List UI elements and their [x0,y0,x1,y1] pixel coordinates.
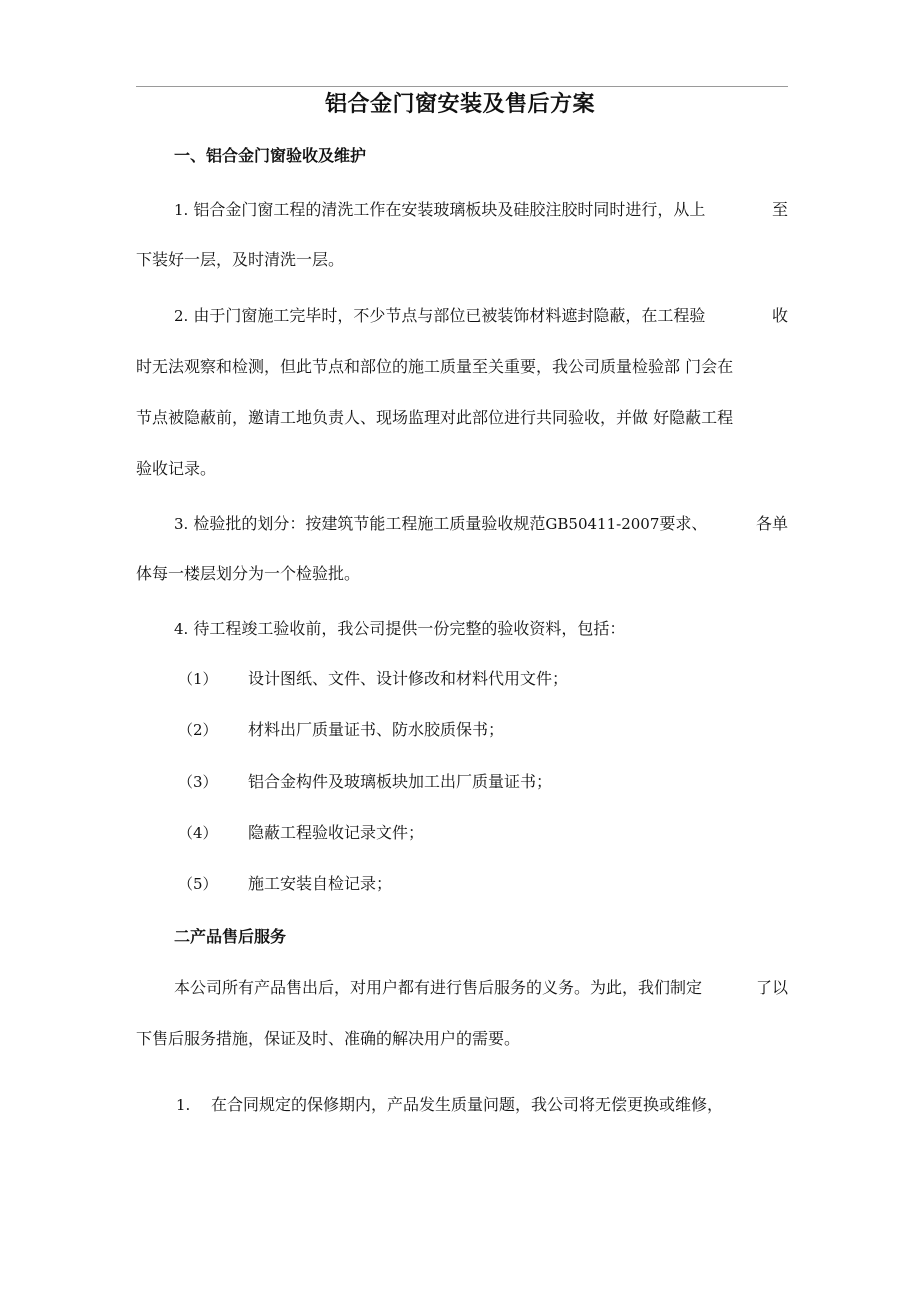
list-item-number: （4） [178,824,218,842]
list-item-text: 隐蔽工程验收记录文件； [248,823,425,842]
after-sales-item-1 [176,1093,190,1117]
list-item-number: （5） [178,875,218,893]
paragraph-2-line-4: 验收记录。 [136,459,217,478]
paragraph-3-text: 检验批的划分：按建筑节能工程施工质量验收规范 [193,514,546,533]
intro-line-1 [136,976,788,1000]
paragraph-2-text: 由于门窗施工完毕时，不少节点与部位已被装饰材料遮封隐蔽，在工程验 [193,306,706,325]
paragraph-2-text-end: 收 [771,306,788,325]
paragraph-1-line-2: 下装好一层，及时清洗一层。 [136,250,345,269]
paragraph-3-text-end: 各单 [755,514,788,533]
list-item-text: 材料出厂质量证书、防水胶质保书； [248,720,505,739]
paragraph-1-text-end: 至 [771,200,788,219]
list-item-number: （3） [178,773,218,791]
paragraph-4-line-1 [174,617,625,641]
paragraph-1-line-1 [136,198,788,222]
section-heading-acceptance: 一、铝合金门窗验收及维护 [174,146,367,165]
paragraph-3-line-1 [136,512,788,536]
section-heading-after-sales: 二产品售后服务 [174,927,287,946]
intro-line-2: 下售后服务措施，保证及时、准确的解决用户的需要。 [136,1029,521,1048]
standard-code: GB50411-2007 [545,515,660,533]
intro-text: 本公司所有产品售出后，对用户都有进行售后服务的义务。为此，我们制定 [174,978,703,997]
intro-text-end: 了以 [755,978,788,997]
header-rule [136,86,788,87]
after-sales-item-number: 1. [176,1096,191,1114]
after-sales-item-text: 在合同规定的保修期内，产品发生质量问题，我公司将无偿更换或维修， [211,1095,724,1114]
paragraph-3-number: 3. [174,515,189,533]
paragraph-4-text: 待工程竣工验收前，我公司提供一份完整的验收资料，包括： [193,619,626,638]
list-item-text: 铝合金构件及玻璃板块加工出厂质量证书； [248,772,553,791]
paragraph-1-text: 铝合金门窗工程的清洗工作在安装玻璃板块及硅胶注胶时同时进行，从上 [193,200,706,219]
paragraph-1-number: 1. [174,201,189,219]
paragraph-2-line-2: 时无法观察和检测，但此节点和部位的施工质量至关重要，我公司质量检验部 门会在 [136,357,734,376]
paragraph-2-line-3: 节点被隐蔽前，邀请工地负责人、现场监理对此部位进行共同验收，并做 好隐蔽工程 [136,408,734,427]
list-item-text: 施工安装自检记录； [248,874,393,893]
list-item-number: （2） [178,721,218,739]
paragraph-2-number: 2. [174,307,189,325]
paragraph-2-line-1 [136,304,788,328]
paragraph-3-line-2: 体每一楼层划分为一个检验批。 [136,564,361,583]
document-title: 铝合金门窗安装及售后方案 [324,92,595,117]
list-item-text: 设计图纸、文件、设计修改和材料代用文件； [248,669,569,688]
paragraph-4-number: 4. [174,620,189,638]
paragraph-3-text-mid: 要求、 [659,514,708,533]
list-item-number: （1） [178,670,218,688]
